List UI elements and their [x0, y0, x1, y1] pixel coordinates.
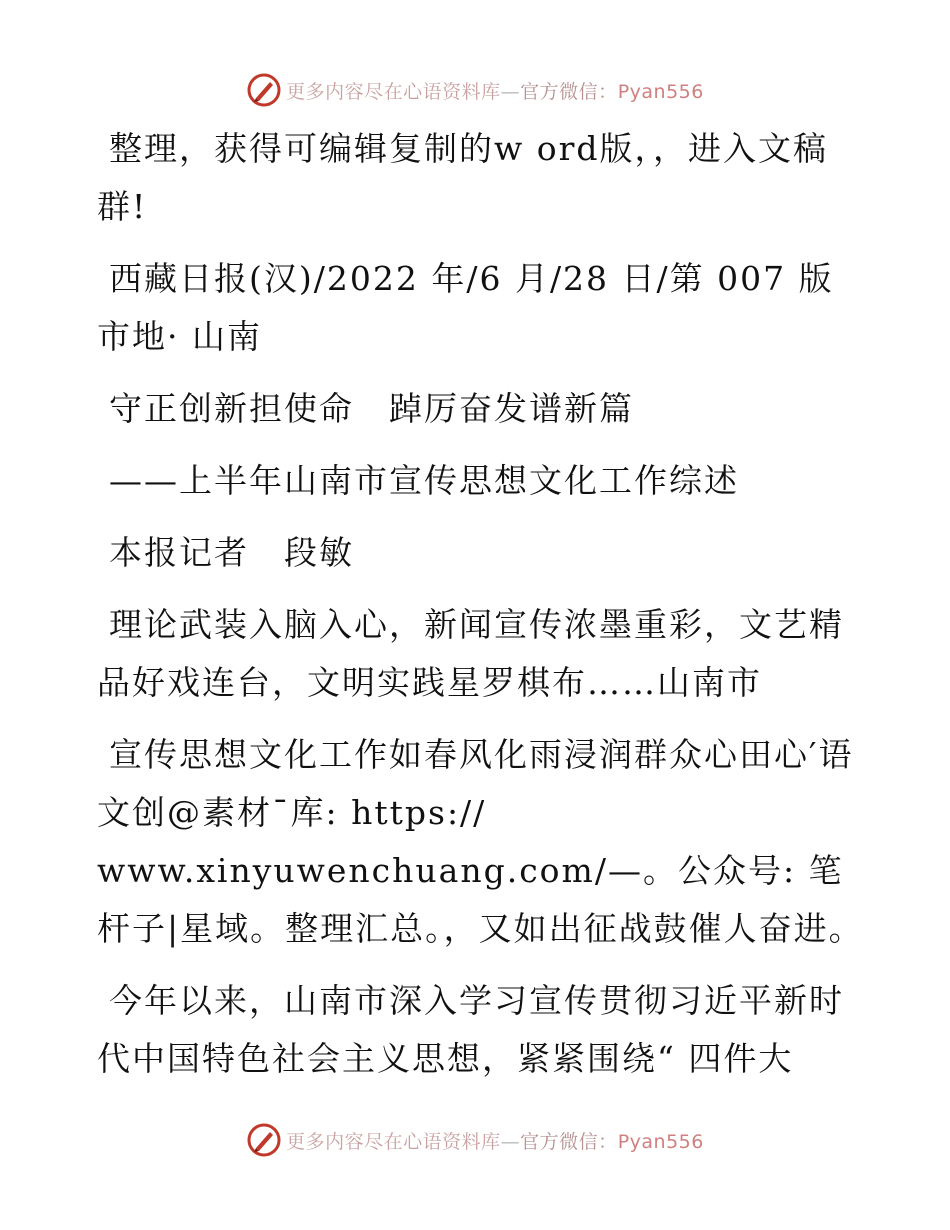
banner-dash: — [500, 80, 521, 103]
article-title: 守正创新担使命 踔厉奋发谱新篇 [109, 389, 634, 428]
banner-text [286, 77, 704, 104]
banner-wechat-id: Pyan556 [617, 80, 704, 103]
paragraph-source: 西藏日报(汉)/2022 年/6 月/28 日/第 007 版市地· 山南 [97, 259, 834, 356]
article-subtitle: ——上半年山南市宣传思想文化工作综述 [109, 461, 739, 500]
banner-text [286, 1127, 704, 1154]
paragraph-body: 今年以来，山南市深入学习宣传贯彻习近平新时代中国特色社会主义思想，紧紧围绕“ 四件大 [97, 981, 844, 1078]
paragraph-intro: 整理，获得可编辑复制的w ord版，，进入文稿群! [97, 129, 829, 226]
banner-wechat-label: 官方微信： [520, 1130, 618, 1153]
document-body [97, 120, 867, 1102]
header-watermark-banner [0, 70, 950, 110]
paragraph-url-line: www.xinyuwenchuang.com/—。公众号: 笔杆子|星域。整理汇总。，又如出征战鼓催人奋进。 [97, 851, 864, 948]
banner-dash: — [500, 1130, 521, 1153]
banner-wechat-id: Pyan556 [617, 1130, 704, 1153]
footer-watermark-banner [0, 1120, 950, 1160]
article-byline: 本报记者 段敏 [109, 533, 354, 572]
pen-logo-icon [246, 72, 282, 108]
banner-main-text: 更多内容尽在心语资料库 [286, 80, 501, 103]
banner-main-text: 更多内容尽在心语资料库 [286, 1130, 501, 1153]
banner-wechat-label: 官方微信： [520, 80, 618, 103]
paragraph-lead: 理论武装入脑入心，新闻宣传浓墨重彩，文艺精品好戏连台，文明实践星罗棋布……山南市 [97, 605, 844, 702]
pen-logo-icon [246, 1122, 282, 1158]
paragraph-watermark-line: 宣传思想文化工作如春风化雨浸润群众心田心′语文创@素材¯库: https:// [97, 735, 854, 832]
